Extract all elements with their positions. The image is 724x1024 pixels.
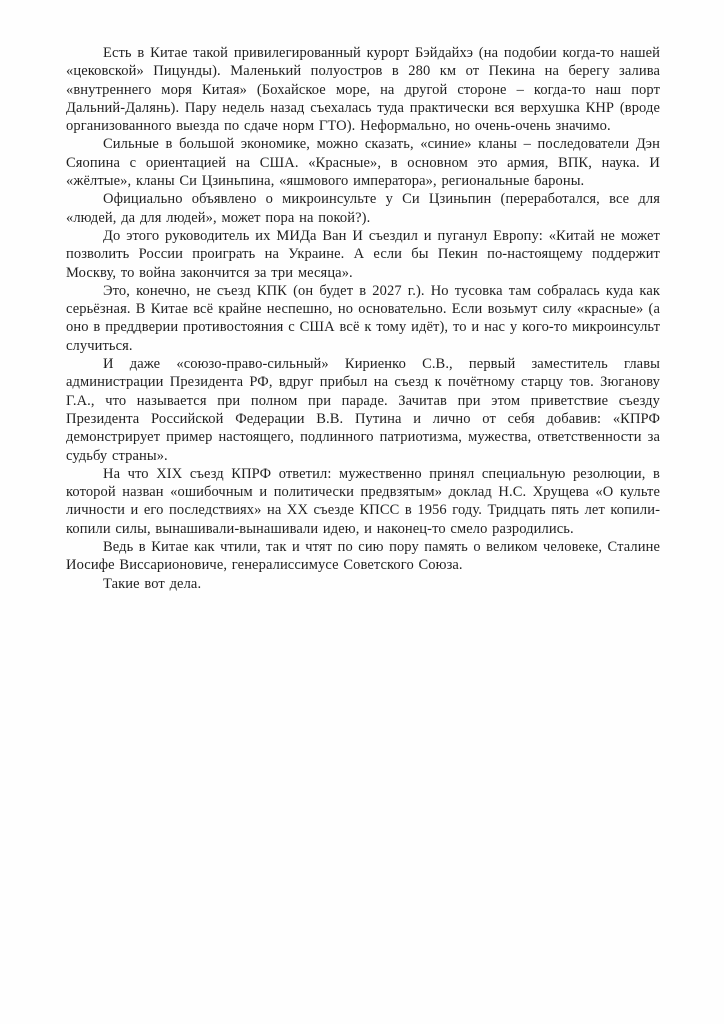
paragraph: До этого руководитель их МИДа Ван И съездил и пуганул Европу: «Китай не может позволить России проиграть на Украине. А если бы Пекин по-настоящему поддержит Москву, то война закончится за три месяца». xyxy=(66,227,660,281)
document-text-block xyxy=(66,44,660,593)
paragraph: Такие вот дела. xyxy=(103,575,202,592)
paragraph: И даже «союзо-право-сильный» Кириенко С.В., первый заместитель главы администрации Президента РФ, вдруг прибыл на съезд к почётному старцу тов. Зюганову Г.А., что называется при полном при параде. Зачитав при этом приветствие съезду Президента Российской Федерации В.В. Путина и лично от себя добавив: «КПРФ демонстрирует пример настоящего, подлинного патриотизма, мужества, ответственности за судьбу страны». xyxy=(66,356,660,464)
paragraph: Есть в Китае такой привилегированный курорт Бэйдайхэ (на подобии когда-то нашей «цековской» Пицунды). Маленький полуостров в 280 км от Пекина на берегу залива «внутреннего моря Китая» (Бохайское море, на другой стороне – когда-то наш порт Дальний-Далянь). Пару недель назад съехалась туда практически вся верхушка КНР (вроде организованного выезда по сдаче норм ГТО). Неформально, но очень-очень значимо. xyxy=(66,45,660,135)
paragraph: Официально объявлено о микроинсульте у Си Цзиньпин (переработался, все для «людей, да для людей», может пора на покой?). xyxy=(66,191,660,226)
paragraph: Это, конечно, не съезд КПК (он будет в 2027 г.). Но тусовка там собралась куда как серьёзная. В Китае всё крайне неспешно, но основательно. Если возьмут силу «красные» (а оно в преддверии противостояния с США всё к тому идёт), то и нас у кого-то микроинсульт случиться. xyxy=(66,282,660,354)
paragraph: Сильные в большой экономике, можно сказать, «синие» кланы – последователи Дэн Сяопина с ориентацией на США. «Красные», в основном это армия, ВПК, наука. И «жёлтые», кланы Си Цзиньпина, «яшмового императора», региональные бароны. xyxy=(66,136,660,190)
paragraph: На что XIX съезд КПРФ ответил: мужественно принял специальную резолюции, в которой назван «ошибочным и политически предвзятым» доклад Н.С. Хрущева «О культе личности и его последствиях» на XX съезде КПСС в 1956 году. Тридцать пять лет копили-копили силы, вынашивали-вынашивали идею, и наконец-то смело разродились. xyxy=(66,465,660,537)
paragraph: Ведь в Китае как чтили, так и чтят по сию пору память о великом человеке, Сталине Иосифе Виссарионовиче, генералиссимусе Советского Союза. xyxy=(66,539,660,574)
